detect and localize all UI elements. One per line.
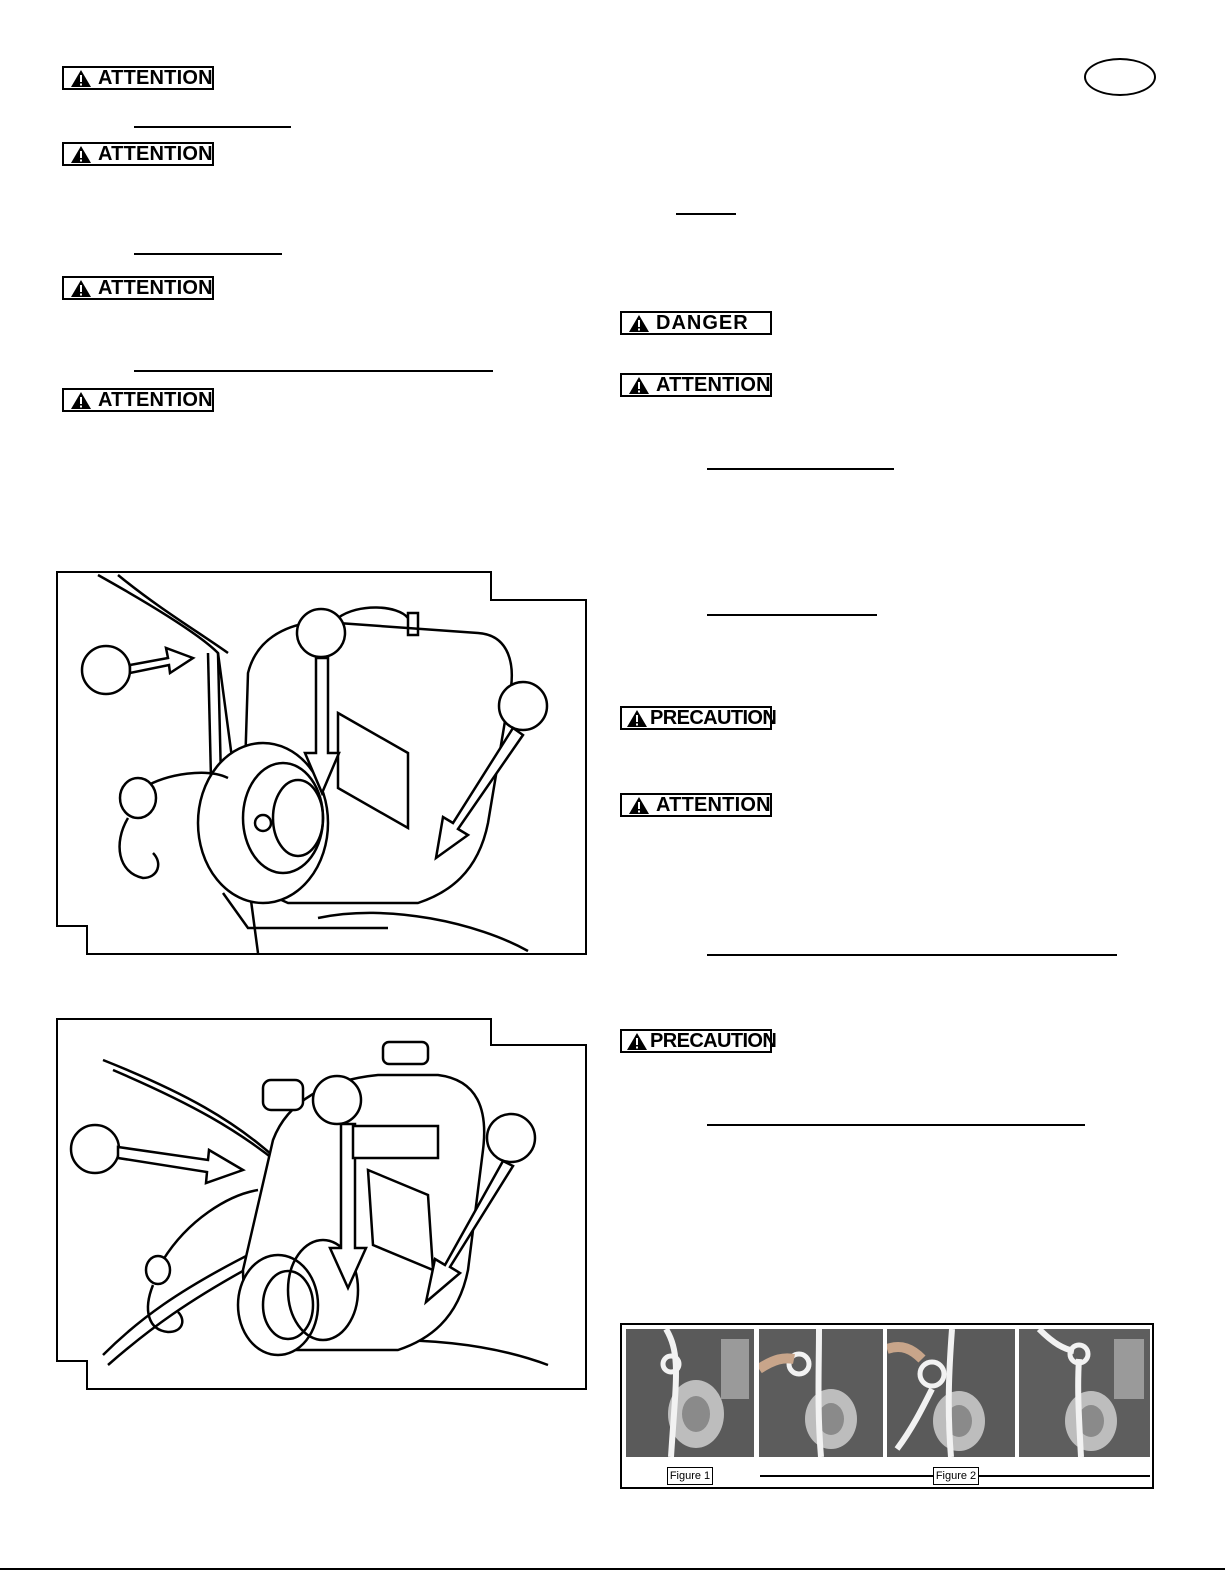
winch-illustration-angled	[56, 1018, 587, 1390]
figure-tab	[490, 571, 587, 601]
attention-label: ATTENTION	[656, 794, 771, 816]
danger-badge	[620, 311, 772, 335]
precaution-label: PRECAUTION	[650, 1030, 777, 1052]
precaution-badge	[620, 1029, 777, 1053]
winch-photo	[887, 1329, 1015, 1457]
winch-photo	[626, 1329, 754, 1457]
attention-badge	[620, 373, 772, 397]
warning-triangle-icon	[628, 376, 650, 395]
attention-badge	[62, 142, 214, 166]
warning-triangle-icon	[70, 279, 92, 298]
warning-triangle-icon	[628, 796, 650, 815]
attention-label: ATTENTION	[98, 277, 213, 299]
precaution-badge	[620, 706, 777, 730]
precaution-label: PRECAUTION	[650, 707, 777, 729]
attention-badge	[62, 276, 214, 300]
rope-tie-photo-strip	[620, 1323, 1154, 1489]
figure-corner-box	[56, 925, 88, 955]
underline-rule	[676, 213, 736, 215]
warning-triangle-icon	[626, 1032, 648, 1051]
underline-rule	[707, 614, 877, 616]
underline-rule	[134, 126, 291, 128]
attention-label: ATTENTION	[98, 389, 213, 411]
figure-corner-box	[56, 1360, 88, 1390]
language-oval	[1084, 58, 1156, 96]
underline-rule	[707, 468, 894, 470]
attention-badge	[62, 388, 214, 412]
attention-badge	[620, 793, 772, 817]
winch-photo	[759, 1329, 883, 1457]
attention-label: ATTENTION	[98, 67, 213, 89]
page-bottom-rule	[0, 1568, 1225, 1570]
figure-1-caption: Figure 1	[667, 1467, 713, 1485]
winch-drawing	[58, 1020, 585, 1388]
attention-label: ATTENTION	[656, 374, 771, 396]
photo-step-2	[759, 1329, 883, 1457]
photo-step-3	[887, 1329, 1015, 1457]
underline-rule	[134, 370, 493, 372]
warning-triangle-icon	[626, 709, 648, 728]
warning-triangle-icon	[70, 145, 92, 164]
warning-triangle-icon	[70, 69, 92, 88]
figure-tab	[490, 1018, 587, 1046]
warning-triangle-icon	[70, 391, 92, 410]
warning-triangle-icon	[628, 314, 650, 333]
photo-step-4	[1019, 1329, 1150, 1457]
winch-photo	[1019, 1329, 1150, 1457]
underline-rule	[707, 1124, 1085, 1126]
underline-rule	[707, 954, 1117, 956]
photo-step-1	[626, 1329, 754, 1457]
attention-badge	[62, 66, 214, 90]
winch-illustration-front	[56, 571, 587, 955]
winch-drawing	[58, 573, 585, 953]
figure-2-caption: Figure 2	[933, 1467, 979, 1485]
attention-label: ATTENTION	[98, 143, 213, 165]
underline-rule	[134, 253, 282, 255]
danger-label: DANGER	[656, 312, 749, 334]
